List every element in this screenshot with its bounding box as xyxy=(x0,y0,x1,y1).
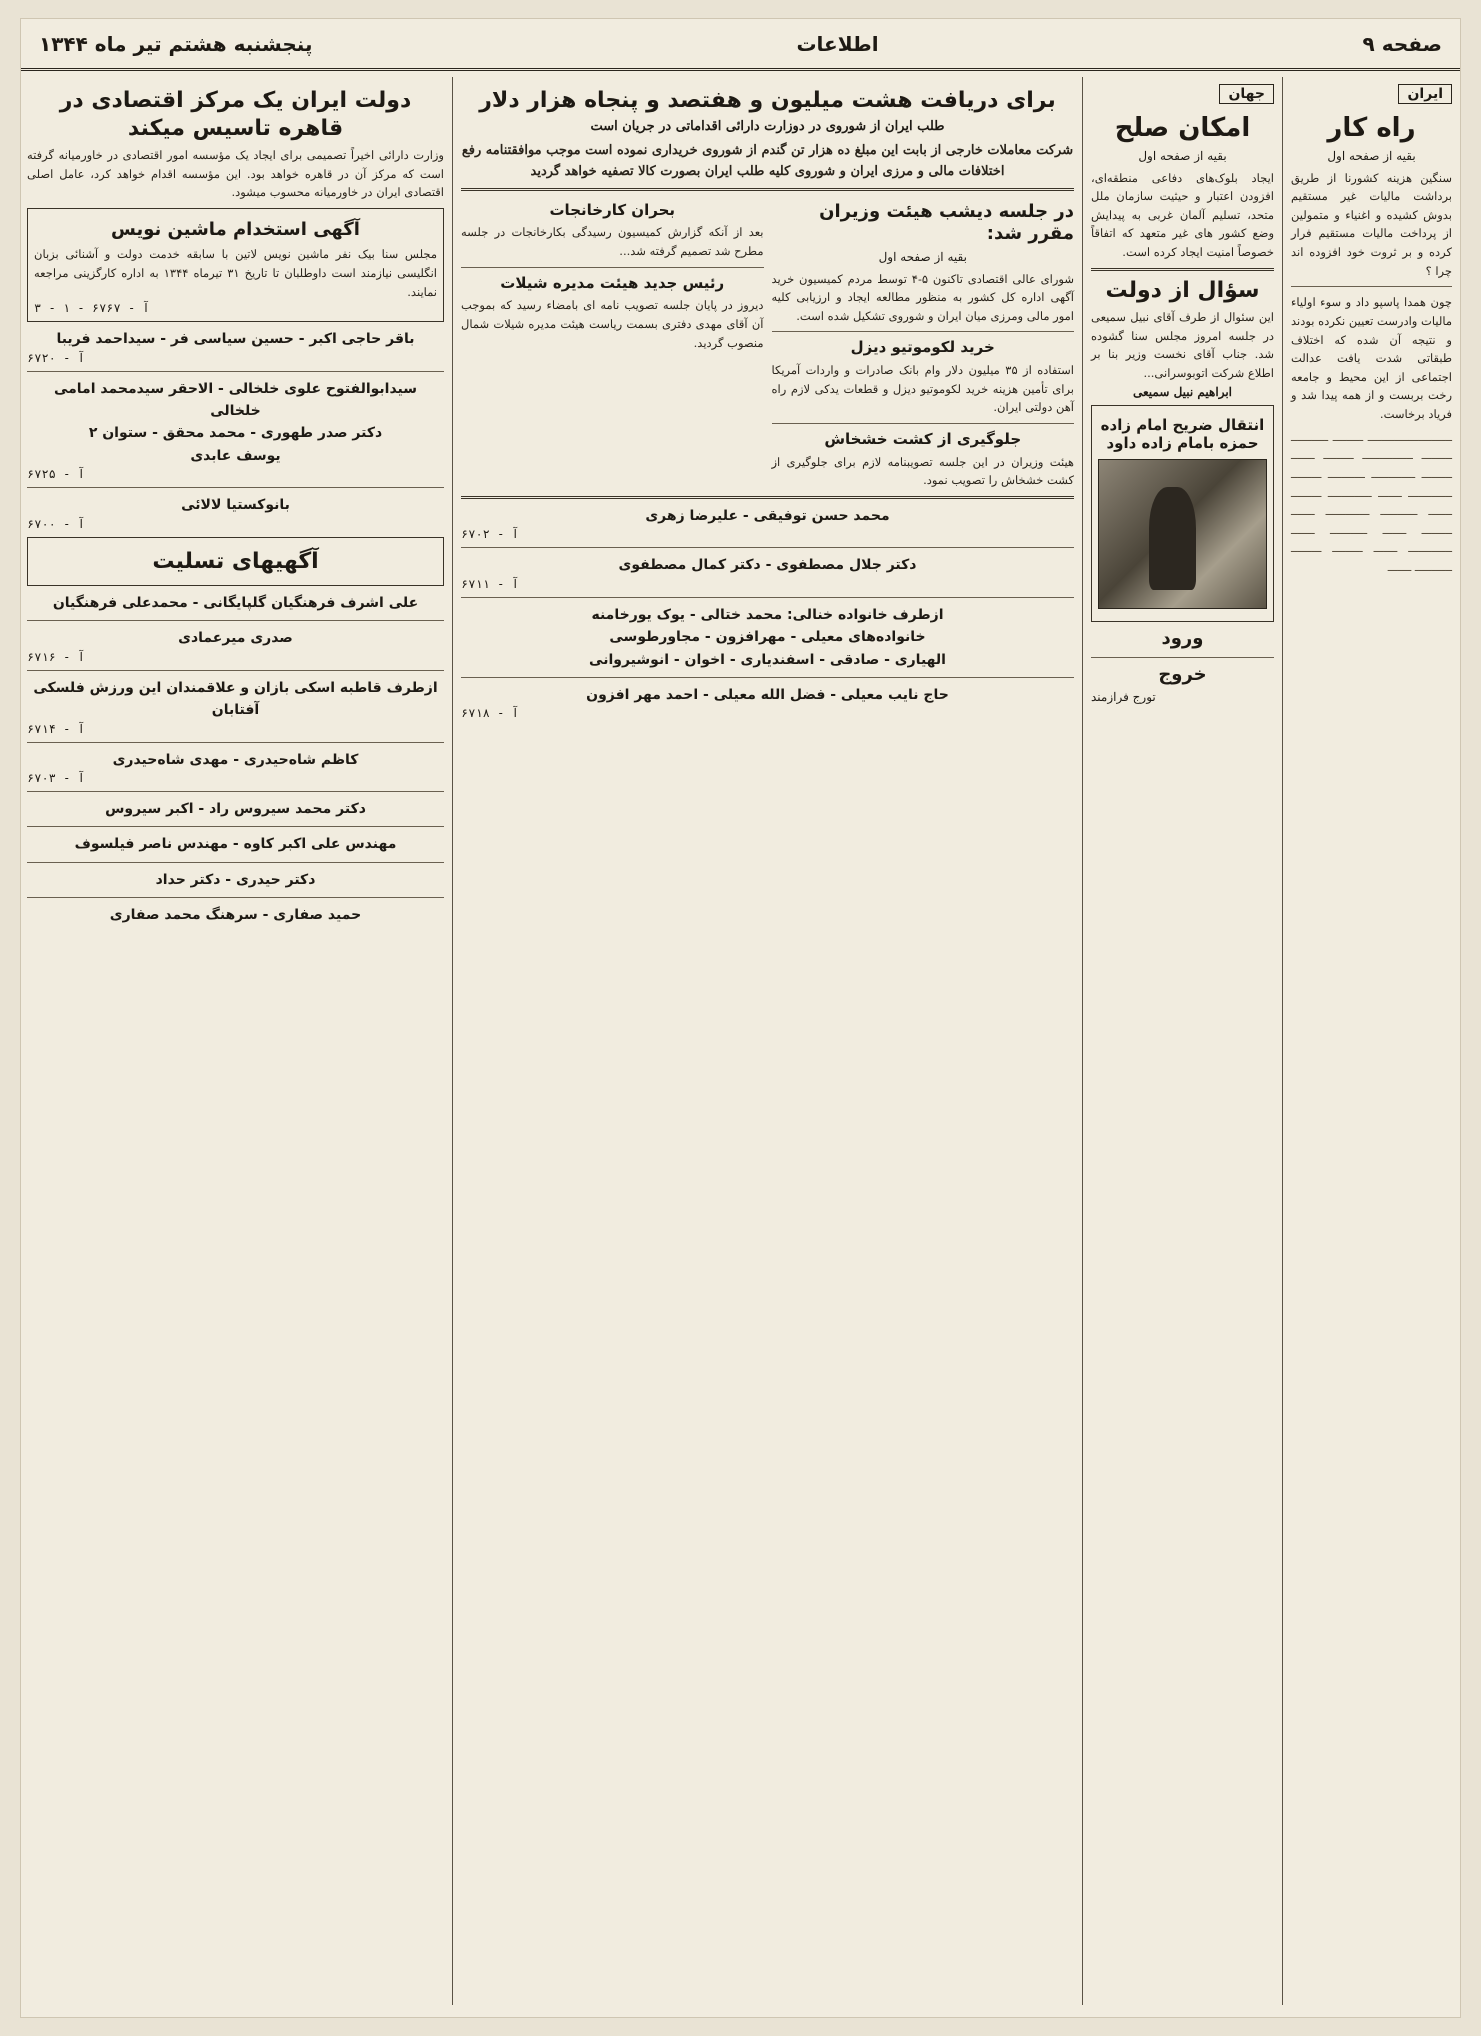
notice-code: آ - ۶۷۰۳ xyxy=(27,771,85,786)
photo-caption: انتقال ضریح امام زاده حمزه بامام زاده داود xyxy=(1100,415,1265,453)
main-columns xyxy=(461,197,1074,491)
notice-line: خانواده‌های معیلی - مهرافزون - مجاورطوسی xyxy=(609,629,926,646)
notice-code: آ - ۶۷۱۴ xyxy=(27,721,85,736)
job-ad xyxy=(27,208,444,322)
continued-note: بقیه از صفحه اول xyxy=(1327,148,1416,163)
lead-deck: شرکت معاملات خارجی از بابت این مبلغ ده هزار تن گندم از شوروی خریداری نموده است موجب موافقتنامه رفع اختلافات مالی و مرزی ایران و شوروی کلیه طلب ایران بصورت کالا تصفیه خواهد گردید xyxy=(461,142,1074,179)
notice-line: دکتر محمد سیروس راد - اکبر سیروس xyxy=(105,801,366,818)
divider xyxy=(27,862,444,863)
condolence-headline: آگهیهای تسلیت xyxy=(152,548,319,574)
lead-headline: برای دریافت هشت میلیون و هفتصد و پنجاه هزار دلار xyxy=(479,88,1056,113)
divider xyxy=(461,597,1074,598)
page-number: صفحه ۹ xyxy=(1362,31,1442,56)
divider xyxy=(1291,286,1452,287)
notice-line: دکتر صدر طهوری - محمد محقق - ستوان ۲ xyxy=(88,425,383,442)
notice-line: دکتر جلال مصطفوی - دکتر کمال مصطفوی xyxy=(618,557,917,574)
notice-code: آ - ۶۷۱۸ xyxy=(461,706,519,721)
article-headline: سؤال از دولت xyxy=(1105,277,1260,303)
divider xyxy=(772,423,1075,424)
notice-line: یوسف عابدی xyxy=(190,447,281,464)
section-heading: خروج xyxy=(1158,663,1207,685)
ad-code: آ - ۶۷۶۷ - ۱ - ۳ xyxy=(34,301,150,316)
lead-subhead: طلب ایران از شوروی در دوزارت دارائی اقداماتی در جریان است xyxy=(590,118,945,134)
divider xyxy=(461,677,1074,678)
notice-line: صدری میرعمادی xyxy=(178,630,293,647)
article-headline: دولت ایران یک مرکز اقتصادی در قاهره تاسیس میکند xyxy=(59,88,412,141)
notice-code: آ - ۶۷۲۵ xyxy=(27,467,85,482)
section-tag: جهان xyxy=(1219,84,1274,104)
condolence-box xyxy=(27,537,444,587)
notice-line: حمید صفاری - سرهنگ محمد صفاری xyxy=(109,907,362,924)
article-headline: راه کار xyxy=(1327,113,1416,143)
column-iran xyxy=(1282,77,1460,2005)
divider xyxy=(27,487,444,488)
signature: تورج فرازمند xyxy=(1091,690,1156,705)
notice-line: مهندس علی اکبر کاوه - مهندس ناصر فیلسوف xyxy=(74,836,397,853)
divider xyxy=(461,496,1074,499)
article-headline: خرید لکوموتیو دیزل xyxy=(850,338,995,357)
article-headline: جلوگیری از کشت خشخاش xyxy=(824,430,1022,449)
divider xyxy=(27,670,444,671)
article-headline: بحران کارخانجات xyxy=(549,200,676,219)
notice-code: آ - ۶۷۰۰ xyxy=(27,516,85,531)
article-headline: در جلسه دیشب هیئت وزیران مقرر شد: xyxy=(819,200,1074,245)
divider xyxy=(461,547,1074,548)
article-body: استفاده از ۳۵ میلیون دلار وام بانک صادرات و واردات آمریکا برای تأمین هزینه خرید لکوموتیو دیزل و قطعات یدکی لازم راه آهن دولتی ایران. xyxy=(771,363,1075,415)
issue-date: پنجشنبه هشتم تیر ماه ۱۳۴۴ xyxy=(39,31,313,56)
notice-line: ازطرف خانواده خنالی: محمد ختالی - یوک یورخامنه xyxy=(591,606,944,623)
article-body: بعد از آنکه گزارش کمیسیون رسیدگی بکارخانجات در جلسه مطرح شد تصمیم گرفته شد... xyxy=(461,225,764,258)
article-body: دیروز در پایان جلسه تصویب نامه ای بامضاء رسید که بموجب آن آقای مهدی دفتری بسمت ریاست هیئت مدیره شیلات شمال منصوب گردید. xyxy=(461,298,764,350)
notice-line: ازطرف قاطبه اسکی بازان و علاقمندان این ورزش فلسکی آفتابان xyxy=(33,679,438,719)
article-body: سنگین هزینه کشورنا از طریق برداشت مالیات غیر مستقیم بدوش کشیده و اغنیاء و متمولین از پرداخت مالیات مستقیم فرار کرده و بر ثروت خود افزوده اند چرا ؟ xyxy=(1291,170,1452,278)
notice-line: بانوکستیا لالائی xyxy=(181,497,290,514)
column-notices xyxy=(19,77,452,2005)
filler-text: ـــــــــــــــــــــــــ ـــــــــ ـــــــــــ ـــــــــ ـــــــــــــــ ـــــــــ ـــــــ ـــــــــ ـــــــــــــ ـــــــــــ ـــــــــ ـــــــــــــ ـــــــ ـــــــــــــ ـــــــــ ـــــــ ـــــــــــ ـــــــــــــ ـــــــ ـــــــــ ـــــــ ـــــــــــ ـــــــ ـــــــــــــ ـــــــ ـــــــــ ـــــــــ ـــــــــــ ـــــــ xyxy=(1291,429,1452,574)
article-body: چون همدا پاسپو داد و سوء اولیاء مالیات وادرست تعیین نکرده بودند و نتیجه آن شده که اختلاف طبقاتی شدت یافت عدالت اجتماعی از این محیط و جامعه رخت بربست و از همه پیدا شد و فریاد برخاست. xyxy=(1291,295,1452,421)
divider xyxy=(27,742,444,743)
photo-box xyxy=(1091,405,1274,623)
article-body: وزارت دارائی اخیراً تصمیمی برای ایجاد یک مؤسسه امور اقتصادی در خاورمیانه گرفته است که مرکز آن در قاهره خواهد بود. این مؤسسه اقدام خواهد کرد، عامل اصلی اقتصادی ایران در خاورمیانه محسوب میشود. xyxy=(27,148,444,200)
newspaper-page xyxy=(20,18,1461,2018)
ad-body: مجلس سنا بیک نفر ماشین نویس لاتین با سابقه خدمت دولت و آشنائی بزبان انگلیسی نیازمند است داوطلبان تا تاریخ ۳۱ تیرماه ۱۳۴۴ به اداره کارگزینی مراجعه نمایند. xyxy=(34,247,437,299)
notice-code: آ - ۶۷۲۰ xyxy=(27,350,85,365)
divider xyxy=(461,188,1074,191)
divider xyxy=(27,826,444,827)
article-body: هیئت وزیران در این جلسه تصویبنامه لازم برای جلوگیری از کشت خشخاش را تصویب نمود. xyxy=(771,454,1074,488)
news-photo xyxy=(1098,459,1267,609)
notice-line: حاج نایب معیلی - فضل الله معیلی - احمد مهر افزون xyxy=(586,687,949,704)
article-headline: رئیس جدید هیئت مدیره شیلات xyxy=(500,273,725,292)
notice-line: الهیاری - صادقی - اسفندیاری - اخوان - انوشیروانی xyxy=(589,651,946,668)
byline: ابراهیم نبیل سمیعی xyxy=(1133,384,1232,399)
paper-name: اطلاعات xyxy=(796,31,879,56)
section-tag: ایران xyxy=(1398,84,1452,104)
notice-code: آ - ۶۷۰۲ xyxy=(461,527,519,542)
notice-line: دکتر حیدری - دکتر حداد xyxy=(155,871,316,888)
continued-note: بقیه از صفحه اول xyxy=(878,249,967,264)
notice-line: علی اشرف فرهنگیان گلپایگانی - محمدعلی فرهنگیان xyxy=(52,595,419,612)
article-headline: امکان صلح xyxy=(1114,113,1251,143)
column-world xyxy=(1082,77,1282,2005)
continued-note: بقیه از صفحه اول xyxy=(1138,148,1227,163)
section-heading: ورود xyxy=(1161,628,1204,650)
article-body: این سئوال از طرف آقای نبیل سمیعی در جلسه امروز مجلس سنا گشوده شد. جناب آقای نخست وزیر بنا بر اطلاع شرکت اتوبوسرانی... xyxy=(1091,310,1274,380)
divider xyxy=(1091,268,1274,271)
notice-line: کاظم شاه‌حیدری - مهدی شاه‌حیدری xyxy=(112,751,359,768)
divider xyxy=(27,371,444,372)
divider xyxy=(27,791,444,792)
divider xyxy=(27,620,444,621)
notice-code: آ - ۶۷۱۱ xyxy=(461,576,519,591)
ad-headline: آگهی استخدام ماشین نویس xyxy=(111,218,360,240)
column-main xyxy=(452,77,1082,2005)
article-body: ایجاد بلوک‌های دفاعی منطقه‌ای، افزودن اعتبار و حیثیت سازمان ملل متحد، تسلیم آلمان غربی به پیدایش وضع کشور های غیر متعهد که اتفاقاً خصوصاً امنیت ایجاد کرده است. xyxy=(1091,170,1274,259)
divider xyxy=(461,267,764,268)
divider xyxy=(27,897,444,898)
notice-code: آ - ۶۷۱۶ xyxy=(27,649,85,664)
notice-line: محمد حسن توفیقی - علیرضا زهری xyxy=(645,508,890,525)
masthead xyxy=(21,19,1460,71)
notice-line: باقر حاجی اکبر - حسین سیاسی فر - سیداحمد فریبا xyxy=(56,331,415,348)
divider xyxy=(1091,657,1274,658)
article-body: شورای عالی اقتصادی تاکنون ۵-۴ توسط مردم کمیسیون خرید آگهی اداره کل کشور به منظور مطالعه ایجاد و ارزیابی کلیه امور مالی ومرزی میان ایران و شوروی تشکیل شده است. xyxy=(771,271,1074,323)
divider xyxy=(772,331,1075,332)
notice-line: سیدابوالفتوح علوی خلخالی - الاحقر سیدمحمد امامی خلخالی xyxy=(53,380,418,420)
